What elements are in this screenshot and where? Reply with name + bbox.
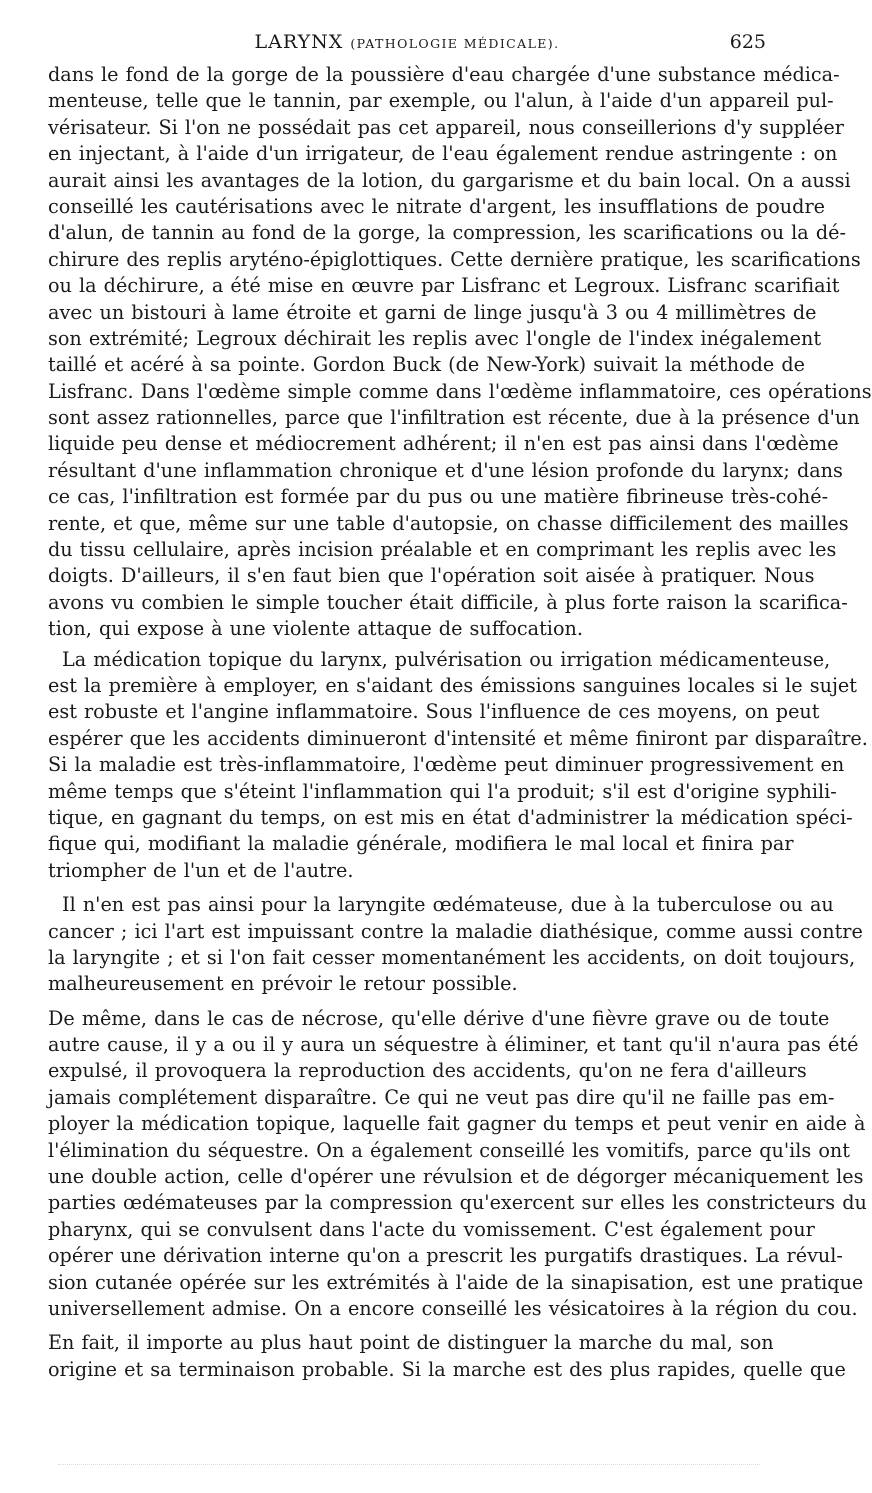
text-line: Il n'en est pas ainsi pour la laryngite œdémateuse, due à la tuberculose ou au xyxy=(62,893,834,917)
paragraph-5 xyxy=(48,1330,846,1383)
text-line: Si la maladie est très-inflammatoire, l'œdème peut diminuer progressivement en xyxy=(48,753,845,777)
text-line: l'élimination du séquestre. On a également conseillé les vomitifs, parce qu'ils ont xyxy=(48,1138,850,1162)
text-line: tique, en gagnant du temps, on est mis en état d'administrer la médication spéci- xyxy=(48,805,853,829)
text-line: aurait ainsi les avantages de la lotion, du gargarisme et du bain local. On a aussi xyxy=(48,168,851,192)
text-line: Lisfranc. Dans l'œdème simple comme dans l'œdème inflammatoire, ces opérations xyxy=(48,379,872,403)
text-line: sont assez rationnelles, parce que l'infiltration est récente, due à la présence d'un xyxy=(48,406,860,430)
page-bottom-noise xyxy=(58,1458,760,1465)
page-number: 625 xyxy=(729,31,766,53)
text-line: autre cause, il y a ou il y aura un séquestre à éliminer, et tant qu'il n'aura pas été xyxy=(48,1033,859,1057)
text-line: opérer une dérivation interne qu'on a prescrit les purgatifs drastiques. La révul- xyxy=(48,1244,843,1268)
text-line: rente, et que, même sur une table d'autopsie, on chasse difficilement des mailles xyxy=(48,511,849,535)
text-line: une double action, celle d'opérer une révulsion et de dégorger mécaniquement les xyxy=(48,1165,864,1189)
text-line: la laryngite ; et si l'on fait cesser momentanément les accidents, on doit toujours, xyxy=(48,945,856,969)
text-line: chirure des replis aryténo-épiglottiques. Cette dernière pratique, les scarifications xyxy=(48,247,861,271)
text-line: ployer la médication topique, laquelle fait gagner du temps et peut venir en aide à xyxy=(48,1112,866,1136)
text-line: est la première à employer, en s'aidant des émissions sanguines locales si le sujet xyxy=(48,673,857,697)
paragraph-1 xyxy=(48,62,872,643)
text-line: En fait, il importe au plus haut point de distinguer la marche du mal, son xyxy=(48,1331,774,1355)
text-line: vérisateur. Si l'on ne possédait pas cet appareil, nous conseillerions d'y suppléer xyxy=(48,115,844,139)
paragraph-2 xyxy=(48,647,868,885)
text-line: origine et sa terminaison probable. Si la marche est des plus rapides, quelle que xyxy=(48,1357,846,1381)
text-line: expulsé, il provoquera la reproduction des accidents, qu'on ne fera d'ailleurs xyxy=(48,1059,807,1083)
text-line: malheureusement en prévoir le retour possible. xyxy=(48,972,518,996)
text-line: avons vu combien le simple toucher était difficile, à plus forte raison la scarifica- xyxy=(48,590,848,614)
text-line: espérer que les accidents diminueront d'intensité et même finiront par disparaître. xyxy=(48,726,868,750)
text-line: résultant d'une inflammation chronique et d'une lésion profonde du larynx; dans xyxy=(48,458,843,482)
running-title-sub: (PATHOLOGIE MÉDICALE). xyxy=(350,36,560,51)
text-line: fique qui, modifiant la maladie générale, modifiera le mal local et finira par xyxy=(48,832,794,856)
body-text xyxy=(48,62,872,1383)
text-line: en injectant, à l'aide d'un irrigateur, de l'eau également rendue astringente : on xyxy=(48,142,838,166)
text-line: taillé et acéré à sa pointe. Gordon Buck (de New-York) suivait la méthode de xyxy=(48,353,806,377)
text-line: De même, dans le cas de nécrose, qu'elle dérive d'une fièvre grave ou de toute xyxy=(48,1006,830,1030)
paragraph-4 xyxy=(48,1006,867,1323)
text-line: cancer ; ici l'art est impuissant contre la maladie diathésique, comme aussi contre xyxy=(48,919,863,943)
text-line: son extrémité; Legroux déchirait les replis avec l'ongle de l'index inégalement xyxy=(48,326,822,350)
text-line: ce cas, l'infiltration est formée par du pus ou une matière fibrineuse très-cohé- xyxy=(48,485,829,509)
text-line: d'alun, de tannin au fond de la gorge, la compression, les scarifications ou la dé- xyxy=(48,221,846,245)
text-line: triompher de l'un et de l'autre. xyxy=(48,858,354,882)
text-line: pharynx, qui se convulsent dans l'acte du vomissement. C'est également pour xyxy=(48,1217,815,1241)
paragraph-3 xyxy=(48,892,863,998)
text-line: même temps que s'éteint l'inflammation qui l'a produit; s'il est d'origine syphili- xyxy=(48,779,837,803)
text-line: avec un bistouri à lame étroite et garni de linge jusqu'à 3 ou 4 millimètres de xyxy=(48,300,817,324)
running-title-main: LARYNX xyxy=(254,31,344,53)
text-line: du tissu cellulaire, après incision préalable et en comprimant les replis avec les xyxy=(48,538,837,562)
text-line: dans le fond de la gorge de la poussière d'eau chargée d'une substance médica- xyxy=(48,63,840,86)
text-line: est robuste et l'angine inflammatoire. Sous l'influence de ces moyens, on peut xyxy=(48,700,820,724)
running-title xyxy=(48,28,766,58)
text-line: liquide peu dense et médiocrement adhérent; il n'en est pas ainsi dans l'œdème xyxy=(48,432,839,456)
text-line: menteuse, telle que le tannin, par exemple, ou l'alun, à l'aide d'un appareil pul- xyxy=(48,89,834,113)
text-line: parties œdémateuses par la compression qu'exercent sur elles les constricteurs du xyxy=(48,1191,867,1215)
text-line: universellement admise. On a encore conseillé les vésicatoires à la région du cou. xyxy=(48,1296,858,1320)
running-head xyxy=(48,28,766,56)
text-line: ou la déchirure, a été mise en œuvre par Lisfranc et Legroux. Lisfranc scarifiait xyxy=(48,274,840,298)
text-line: doigts. D'ailleurs, il s'en faut bien que l'opération soit aisée à pratiquer. Nous xyxy=(48,564,815,588)
text-line: La médication topique du larynx, pulvérisation ou irrigation médicamenteuse, xyxy=(62,647,831,671)
text-line: jamais complétement disparaître. Ce qui ne veut pas dire qu'il ne faille pas em- xyxy=(48,1085,835,1109)
text-line: tion, qui expose à une violente attaque de suffocation. xyxy=(48,617,583,641)
text-line: conseillé les cautérisations avec le nitrate d'argent, les insufflations de poudre xyxy=(48,194,825,218)
text-line: sion cutanée opérée sur les extrémités à l'aide de la sinapisation, est une pratique xyxy=(48,1270,864,1294)
